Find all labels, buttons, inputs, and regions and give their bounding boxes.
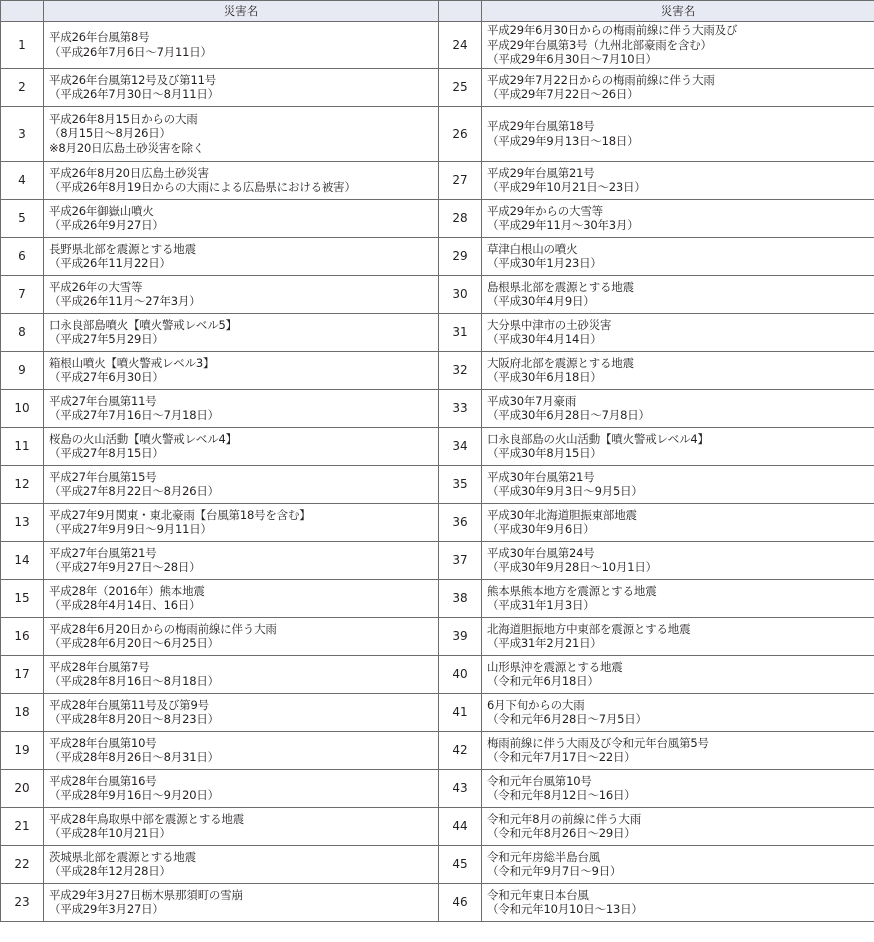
disaster-name-line: 平成28年鳥取県中部を震源とする地震 — [49, 811, 245, 826]
disaster-name-line: （平成30年4月9日） — [487, 294, 595, 308]
disaster-name-line: （平成28年8月20日～8月23日） — [49, 712, 219, 726]
disaster-number: 21 — [1, 807, 44, 845]
disaster-number: 11 — [1, 427, 44, 465]
disaster-name-cell — [44, 351, 439, 389]
disaster-number: 7 — [1, 275, 44, 313]
disaster-name-cell — [482, 199, 874, 237]
disaster-name-line: 6月下旬からの大雨 — [487, 697, 585, 712]
disaster-name-line: （令和元年6月18日） — [487, 674, 599, 688]
disaster-name-cell — [44, 579, 439, 617]
disaster-number: 10 — [1, 389, 44, 427]
disaster-name-line: （平成27年6月30日） — [49, 370, 164, 384]
table-row — [1, 883, 874, 921]
disaster-name-cell — [482, 617, 874, 655]
disaster-number: 36 — [439, 503, 482, 541]
disaster-name-line: （令和元年10月10日～13日） — [487, 902, 643, 916]
disaster-number: 12 — [1, 465, 44, 503]
disaster-name-line: 平成27年台風第21号 — [49, 545, 157, 560]
disaster-name-line: （平成27年9月27日～28日） — [49, 560, 201, 574]
disaster-name-line: （令和元年9月7日～9日） — [487, 864, 622, 878]
disaster-name-line: 平成29年台風第3号（九州北部豪雨を含む） — [487, 37, 712, 52]
disaster-name-cell — [482, 845, 874, 883]
disaster-name-cell — [44, 22, 439, 69]
disaster-name-cell — [44, 161, 439, 199]
disaster-name-line: 平成28年6月20日からの梅雨前線に伴う大雨 — [49, 621, 277, 636]
disaster-name-line: 北海道胆振地方中東部を震源とする地震 — [487, 621, 691, 636]
disaster-number: 35 — [439, 465, 482, 503]
disaster-name-line: （平成30年1月23日） — [487, 256, 602, 270]
table-row — [1, 237, 874, 275]
disaster-name-line: 山形県沖を震源とする地震 — [487, 659, 623, 674]
disaster-name-line: （平成30年9月3日～9月5日） — [487, 484, 643, 498]
disaster-name-cell — [482, 579, 874, 617]
table-row — [1, 22, 874, 69]
disaster-name-line: （平成28年9月16日～9月20日） — [49, 788, 219, 802]
disaster-name-line: （平成28年4月14日、16日） — [49, 598, 201, 612]
disaster-name-line: （平成26年11月～27年3月） — [49, 294, 201, 308]
disaster-name-line: 平成26年御嶽山噴火 — [49, 203, 154, 218]
disaster-number: 4 — [1, 161, 44, 199]
disaster-name-line: 平成28年（2016年）熊本地震 — [49, 583, 205, 598]
table-row — [1, 313, 874, 351]
disaster-name-line: 平成27年9月関東・東北豪雨【台風第18号を含む】 — [49, 507, 311, 522]
disaster-number: 15 — [1, 579, 44, 617]
disaster-name-cell — [482, 503, 874, 541]
disaster-name-cell — [44, 617, 439, 655]
disaster-name-line: 平成28年台風第16号 — [49, 773, 157, 788]
disaster-name-cell — [482, 389, 874, 427]
disaster-name-line: （平成27年8月22日～8月26日） — [49, 484, 219, 498]
disaster-name-line: （平成26年7月6日～7月11日） — [49, 44, 212, 59]
disaster-number: 28 — [439, 199, 482, 237]
disaster-name-line: 平成26年台風第12号及び第11号 — [49, 72, 216, 87]
disaster-number: 24 — [439, 22, 482, 69]
disaster-number: 19 — [1, 731, 44, 769]
disaster-name-cell — [482, 351, 874, 389]
disaster-name-line: 大分県中津市の土砂災害 — [487, 317, 612, 332]
disaster-name-line: （平成28年8月16日～8月18日） — [49, 674, 219, 688]
disaster-name-cell — [44, 275, 439, 313]
disaster-name-line: （平成30年6月18日） — [487, 370, 602, 384]
disaster-name-cell — [482, 807, 874, 845]
disaster-name-line: 平成26年8月20日広島土砂災害 — [49, 165, 209, 180]
disaster-name-line: （令和元年7月17日～22日） — [487, 750, 636, 764]
disaster-number: 41 — [439, 693, 482, 731]
disaster-name-line: （平成30年6月28日～7月8日） — [487, 408, 650, 422]
header-number-left — [1, 1, 44, 22]
table-row — [1, 693, 874, 731]
disaster-name-cell — [44, 106, 439, 161]
disaster-name-line: （令和元年8月26日～29日） — [487, 826, 636, 840]
disaster-name-cell — [44, 807, 439, 845]
disaster-name-line: （平成30年4月14日） — [487, 332, 602, 346]
disaster-name-line: 島根県北部を震源とする地震 — [487, 279, 634, 294]
disaster-number: 43 — [439, 769, 482, 807]
disaster-name-cell — [482, 313, 874, 351]
disaster-name-line: 長野県北部を震源とする地震 — [49, 241, 196, 256]
disaster-name-line: 令和元年8月の前線に伴う大雨 — [487, 811, 642, 826]
disaster-number: 37 — [439, 541, 482, 579]
disaster-name-cell — [44, 693, 439, 731]
table-row — [1, 161, 874, 199]
table-row — [1, 275, 874, 313]
disaster-name-line: 平成29年7月22日からの梅雨前線に伴う大雨 — [487, 72, 715, 87]
disaster-name-line: （平成30年9月6日） — [487, 522, 595, 536]
table-row — [1, 351, 874, 389]
disaster-name-line: 平成26年8月15日からの大雨 — [49, 111, 198, 126]
disaster-number: 3 — [1, 106, 44, 161]
disaster-name-line: （平成29年3月27日） — [49, 902, 164, 916]
disaster-number: 46 — [439, 883, 482, 921]
disaster-name-line: （平成26年11月22日） — [49, 256, 171, 270]
disaster-name-cell — [44, 731, 439, 769]
disaster-name-line: （平成27年8月15日） — [49, 446, 164, 460]
table-row — [1, 617, 874, 655]
table-row — [1, 769, 874, 807]
disaster-name-cell — [482, 161, 874, 199]
disaster-number: 38 — [439, 579, 482, 617]
disaster-number: 5 — [1, 199, 44, 237]
disaster-number: 25 — [439, 68, 482, 106]
table-body — [1, 22, 874, 922]
disaster-name-cell — [482, 769, 874, 807]
disaster-name-line: （平成29年10月21日～23日） — [487, 180, 646, 194]
disaster-name-cell — [482, 68, 874, 106]
table-row — [1, 503, 874, 541]
disaster-name-line: 平成27年台風第15号 — [49, 469, 157, 484]
disaster-number: 27 — [439, 161, 482, 199]
disaster-name-line: 茨城県北部を震源とする地震 — [49, 849, 196, 864]
disaster-name-cell — [482, 237, 874, 275]
disaster-name-line: 箱根山噴火【噴火警戒レベル3】 — [49, 355, 215, 370]
disaster-number: 6 — [1, 237, 44, 275]
disaster-name-line: （令和元年8月12日～16日） — [487, 788, 636, 802]
disaster-name-line: 平成26年台風第8号 — [49, 30, 150, 45]
disaster-name-line: 大阪府北部を震源とする地震 — [487, 355, 634, 370]
disaster-name-line: （8月15日～8月26日） — [49, 126, 171, 141]
disaster-name-line: 平成28年台風第7号 — [49, 659, 150, 674]
disaster-name-line: （平成27年7月16日～7月18日） — [49, 408, 219, 422]
disaster-name-line: 梅雨前線に伴う大雨及び令和元年台風第5号 — [487, 735, 709, 750]
disaster-number: 29 — [439, 237, 482, 275]
disaster-name-cell — [44, 465, 439, 503]
disaster-name-cell — [482, 883, 874, 921]
disaster-number: 16 — [1, 617, 44, 655]
disaster-name-cell — [482, 731, 874, 769]
header-row — [1, 1, 874, 22]
header-number-right — [439, 1, 482, 22]
disaster-name-line: （平成27年5月29日） — [49, 332, 164, 346]
disaster-number: 31 — [439, 313, 482, 351]
header-disaster-name-left: 災害名 — [44, 1, 439, 22]
disaster-name-line: ※8月20日広島土砂災害を除く — [49, 140, 205, 155]
disaster-name-line: 平成29年からの大雪等 — [487, 203, 603, 218]
disaster-name-line: 平成29年台風第18号 — [487, 119, 595, 133]
disaster-name-line: 平成27年台風第11号 — [49, 393, 157, 408]
disaster-name-line: 平成29年台風第21号 — [487, 165, 595, 180]
disaster-name-cell — [482, 693, 874, 731]
disaster-name-line: （平成31年2月21日） — [487, 636, 602, 650]
disaster-name-line: （平成28年10月21日） — [49, 826, 171, 840]
disaster-number: 2 — [1, 68, 44, 106]
disaster-number: 44 — [439, 807, 482, 845]
disaster-name-cell — [44, 237, 439, 275]
disaster-name-line: （令和元年6月28日～7月5日） — [487, 712, 647, 726]
disaster-name-cell — [44, 427, 439, 465]
disaster-name-line: 桜島の火山活動【噴火警戒レベル4】 — [49, 431, 237, 446]
disaster-name-cell — [482, 275, 874, 313]
table-row — [1, 106, 874, 161]
disaster-number: 40 — [439, 655, 482, 693]
table-row — [1, 845, 874, 883]
disaster-name-cell — [482, 655, 874, 693]
disaster-name-line: （平成30年9月28日～10月1日） — [487, 560, 657, 574]
disaster-number: 42 — [439, 731, 482, 769]
disaster-number: 14 — [1, 541, 44, 579]
disaster-name-cell — [44, 68, 439, 106]
disaster-name-cell — [482, 427, 874, 465]
disaster-name-line: 口永良部島の火山活動【噴火警戒レベル4】 — [487, 431, 709, 446]
disaster-number: 34 — [439, 427, 482, 465]
disaster-name-line: （平成31年1月3日） — [487, 598, 595, 612]
disaster-name-line: 令和元年東日本台風 — [487, 887, 589, 902]
disaster-name-line: 草津白根山の噴火 — [487, 241, 578, 256]
disaster-name-line: （平成28年6月20日～6月25日） — [49, 636, 219, 650]
header-disaster-name-right: 災害名 — [482, 1, 874, 22]
table-row — [1, 389, 874, 427]
disaster-name-cell — [482, 22, 874, 69]
disaster-name-line: （平成27年9月9日～9月11日） — [49, 522, 212, 536]
disaster-name-cell — [482, 106, 874, 161]
disaster-name-cell — [44, 199, 439, 237]
table-row — [1, 655, 874, 693]
disaster-name-line: 令和元年房総半島台風 — [487, 849, 600, 864]
disaster-name-line: （平成28年8月26日～8月31日） — [49, 750, 219, 764]
disaster-name-line: （平成26年7月30日～8月11日） — [49, 87, 219, 101]
disaster-name-line: （平成29年9月13日～18日） — [487, 133, 639, 148]
disaster-name-cell — [44, 389, 439, 427]
disaster-name-line: 平成26年の大雪等 — [49, 279, 143, 294]
disaster-name-cell — [44, 769, 439, 807]
table-row — [1, 427, 874, 465]
disaster-name-line: 熊本県熊本地方を震源とする地震 — [487, 583, 657, 598]
disaster-name-line: （平成28年12月28日） — [49, 864, 171, 878]
table-row — [1, 465, 874, 503]
disaster-number: 30 — [439, 275, 482, 313]
table-row — [1, 541, 874, 579]
disaster-name-cell — [44, 503, 439, 541]
disaster-number: 1 — [1, 22, 44, 69]
disaster-number: 9 — [1, 351, 44, 389]
disaster-name-cell — [44, 845, 439, 883]
disaster-name-line: （平成26年8月19日からの大雨による広島県における被害） — [49, 180, 356, 194]
disaster-number: 20 — [1, 769, 44, 807]
disaster-name-line: （平成26年9月27日） — [49, 218, 164, 232]
disaster-name-line: 令和元年台風第10号 — [487, 773, 592, 788]
disaster-number: 18 — [1, 693, 44, 731]
disaster-number: 22 — [1, 845, 44, 883]
table-row — [1, 68, 874, 106]
disaster-number: 23 — [1, 883, 44, 921]
disaster-number: 26 — [439, 106, 482, 161]
disaster-number: 33 — [439, 389, 482, 427]
disaster-name-cell — [482, 465, 874, 503]
disaster-name-line: （平成29年6月30日～7月10日） — [487, 52, 657, 66]
disaster-name-line: （平成29年11月～30年3月） — [487, 218, 639, 232]
disaster-name-cell — [44, 883, 439, 921]
disaster-name-line: 平成30年台風第21号 — [487, 469, 595, 484]
disaster-name-line: 平成28年台風第10号 — [49, 735, 157, 750]
disaster-name-cell — [44, 313, 439, 351]
table-row — [1, 579, 874, 617]
disaster-name-cell — [44, 655, 439, 693]
disaster-number: 13 — [1, 503, 44, 541]
disaster-name-line: 平成30年北海道胆振東部地震 — [487, 507, 637, 522]
disaster-name-line: 平成30年7月豪雨 — [487, 393, 577, 408]
disaster-name-line: 平成29年3月27日栃木県那須町の雪崩 — [49, 887, 243, 902]
disaster-number: 45 — [439, 845, 482, 883]
disaster-name-line: 口永良部島噴火【噴火警戒レベル5】 — [49, 317, 237, 332]
table-row — [1, 807, 874, 845]
disaster-name-cell — [482, 541, 874, 579]
disaster-name-line: 平成29年6月30日からの梅雨前線に伴う大雨及び — [487, 23, 738, 37]
disaster-name-cell — [44, 541, 439, 579]
table-row — [1, 199, 874, 237]
disaster-name-line: （平成30年8月15日） — [487, 446, 602, 460]
disaster-number: 39 — [439, 617, 482, 655]
disaster-name-line: （平成29年7月22日～26日） — [487, 87, 639, 101]
disaster-number: 32 — [439, 351, 482, 389]
disaster-number: 17 — [1, 655, 44, 693]
disaster-number: 8 — [1, 313, 44, 351]
table-row — [1, 731, 874, 769]
disaster-name-line: 平成28年台風第11号及び第9号 — [49, 697, 209, 712]
disaster-name-line: 平成30年台風第24号 — [487, 545, 595, 560]
